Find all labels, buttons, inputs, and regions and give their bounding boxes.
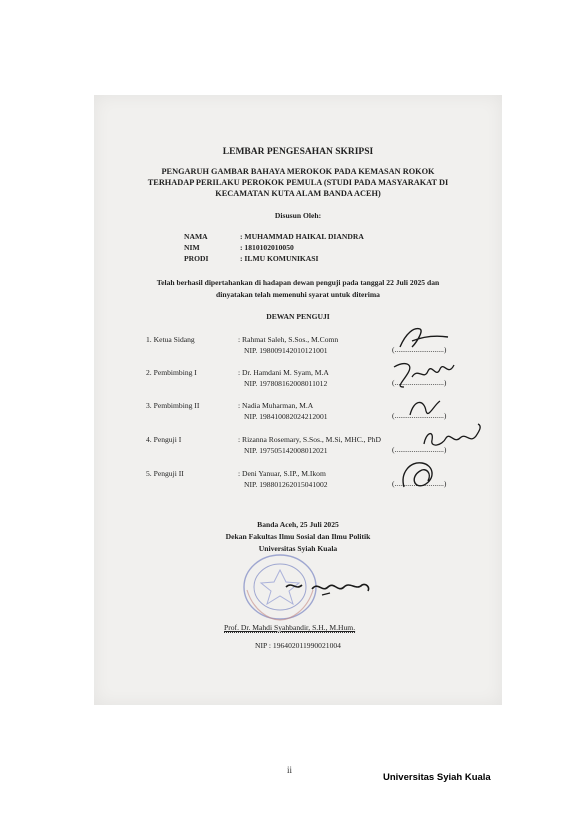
examiner-2-role: 2. Pembimbing I (146, 368, 197, 377)
examiner-1-role: 1. Ketua Sidang (146, 335, 195, 344)
page-number: ii (286, 765, 292, 775)
examiner-5-signature-line: (..........................) (392, 479, 447, 488)
examiner-5-name: : Deni Yanuar, S.IP., M.Ikom (238, 469, 326, 478)
statement-line-2: dinyatakan telah memenuhi syarat untuk diterima (216, 290, 380, 299)
place-date: Banda Aceh, 25 Juli 2025 (257, 520, 339, 529)
examiner-4-signature-line: (..........................) (392, 445, 447, 454)
student-nim-label: NIM (184, 243, 200, 252)
examiner-3-name: : Nadia Muharman, M.A (238, 401, 314, 410)
scanned-page (94, 95, 502, 705)
examiner-4-name: : Rizanna Rosemary, S.Sos., M.Si, MHC., PhD (238, 435, 381, 444)
dean-nip: NIP : 196402011990021004 (255, 641, 341, 650)
page-title: LEMBAR PENGESAHAN SKRIPSI (222, 147, 374, 157)
signature-examiner-4 (420, 422, 486, 454)
student-nim-value: : 1810102010050 (240, 243, 294, 252)
student-name-label: NAMA (184, 232, 208, 241)
board-title: DEWAN PENGUJI (266, 312, 330, 321)
examiner-3-signature-line: (..........................) (392, 411, 447, 420)
examiner-4-nip: NIP. 197505142008012021 (244, 446, 328, 455)
signature-examiner-1 (394, 323, 454, 353)
signature-examiner-5 (396, 457, 442, 493)
prepared-by: Disusun Oleh: (274, 211, 322, 220)
university-name: Universitas Syiah Kuala (258, 544, 338, 553)
student-prodi-label: PRODI (184, 254, 209, 263)
dean-name: Prof. Dr. Mahdi Syahbandir, S.H., M.Hum. (224, 623, 356, 632)
examiner-4-role: 4. Penguji I (146, 435, 182, 444)
examiner-2-name: : Dr. Hamdani M. Syam, M.A (238, 368, 329, 377)
examiner-1-signature-line: (..........................) (392, 345, 447, 354)
examiner-2-nip: NIP. 197808162008011012 (244, 379, 328, 388)
examiner-1-nip: NIP. 198009142010121001 (244, 346, 328, 355)
examiner-3-nip: NIP. 198410082024212001 (244, 412, 328, 421)
thesis-title-line-3: KECAMATAN KUTA ALAM BANDA ACEH) (215, 189, 381, 198)
examiner-1-name: : Rahmat Saleh, S.Sos., M.Comn (238, 335, 339, 344)
signature-examiner-3 (404, 395, 444, 421)
examiner-2-signature-line: (..........................) (392, 378, 447, 387)
signature-examiner-2 (390, 357, 460, 391)
student-prodi-value: : ILMU KOMUNIKASI (240, 254, 319, 263)
thesis-title-line-1: PENGARUH GAMBAR BAHAYA MEROKOK PADA KEMASAN ROKOK (161, 167, 435, 176)
thesis-title-line-2: TERHADAP PERILAKU PEROKOK PEMULA (STUDI PADA MASYARAKAT DI (147, 178, 449, 187)
signature-dean (282, 573, 374, 603)
examiner-5-nip: NIP. 198801262015041002 (244, 480, 328, 489)
examiner-5-role: 5. Penguji II (146, 469, 184, 478)
footer-university: Universitas Syiah Kuala (383, 772, 491, 783)
dean-title: Dekan Fakultas Ilmu Sosial dan Ilmu Politik (225, 532, 371, 541)
statement-line-1: Telah berhasil dipertahankan di hadapan dewan penguji pada tanggal 22 Juli 2025 dan (156, 278, 440, 287)
student-name-value: : MUHAMMAD HAIKAL DIANDRA (240, 232, 364, 241)
examiner-3-role: 3. Pembimbing II (146, 401, 200, 410)
